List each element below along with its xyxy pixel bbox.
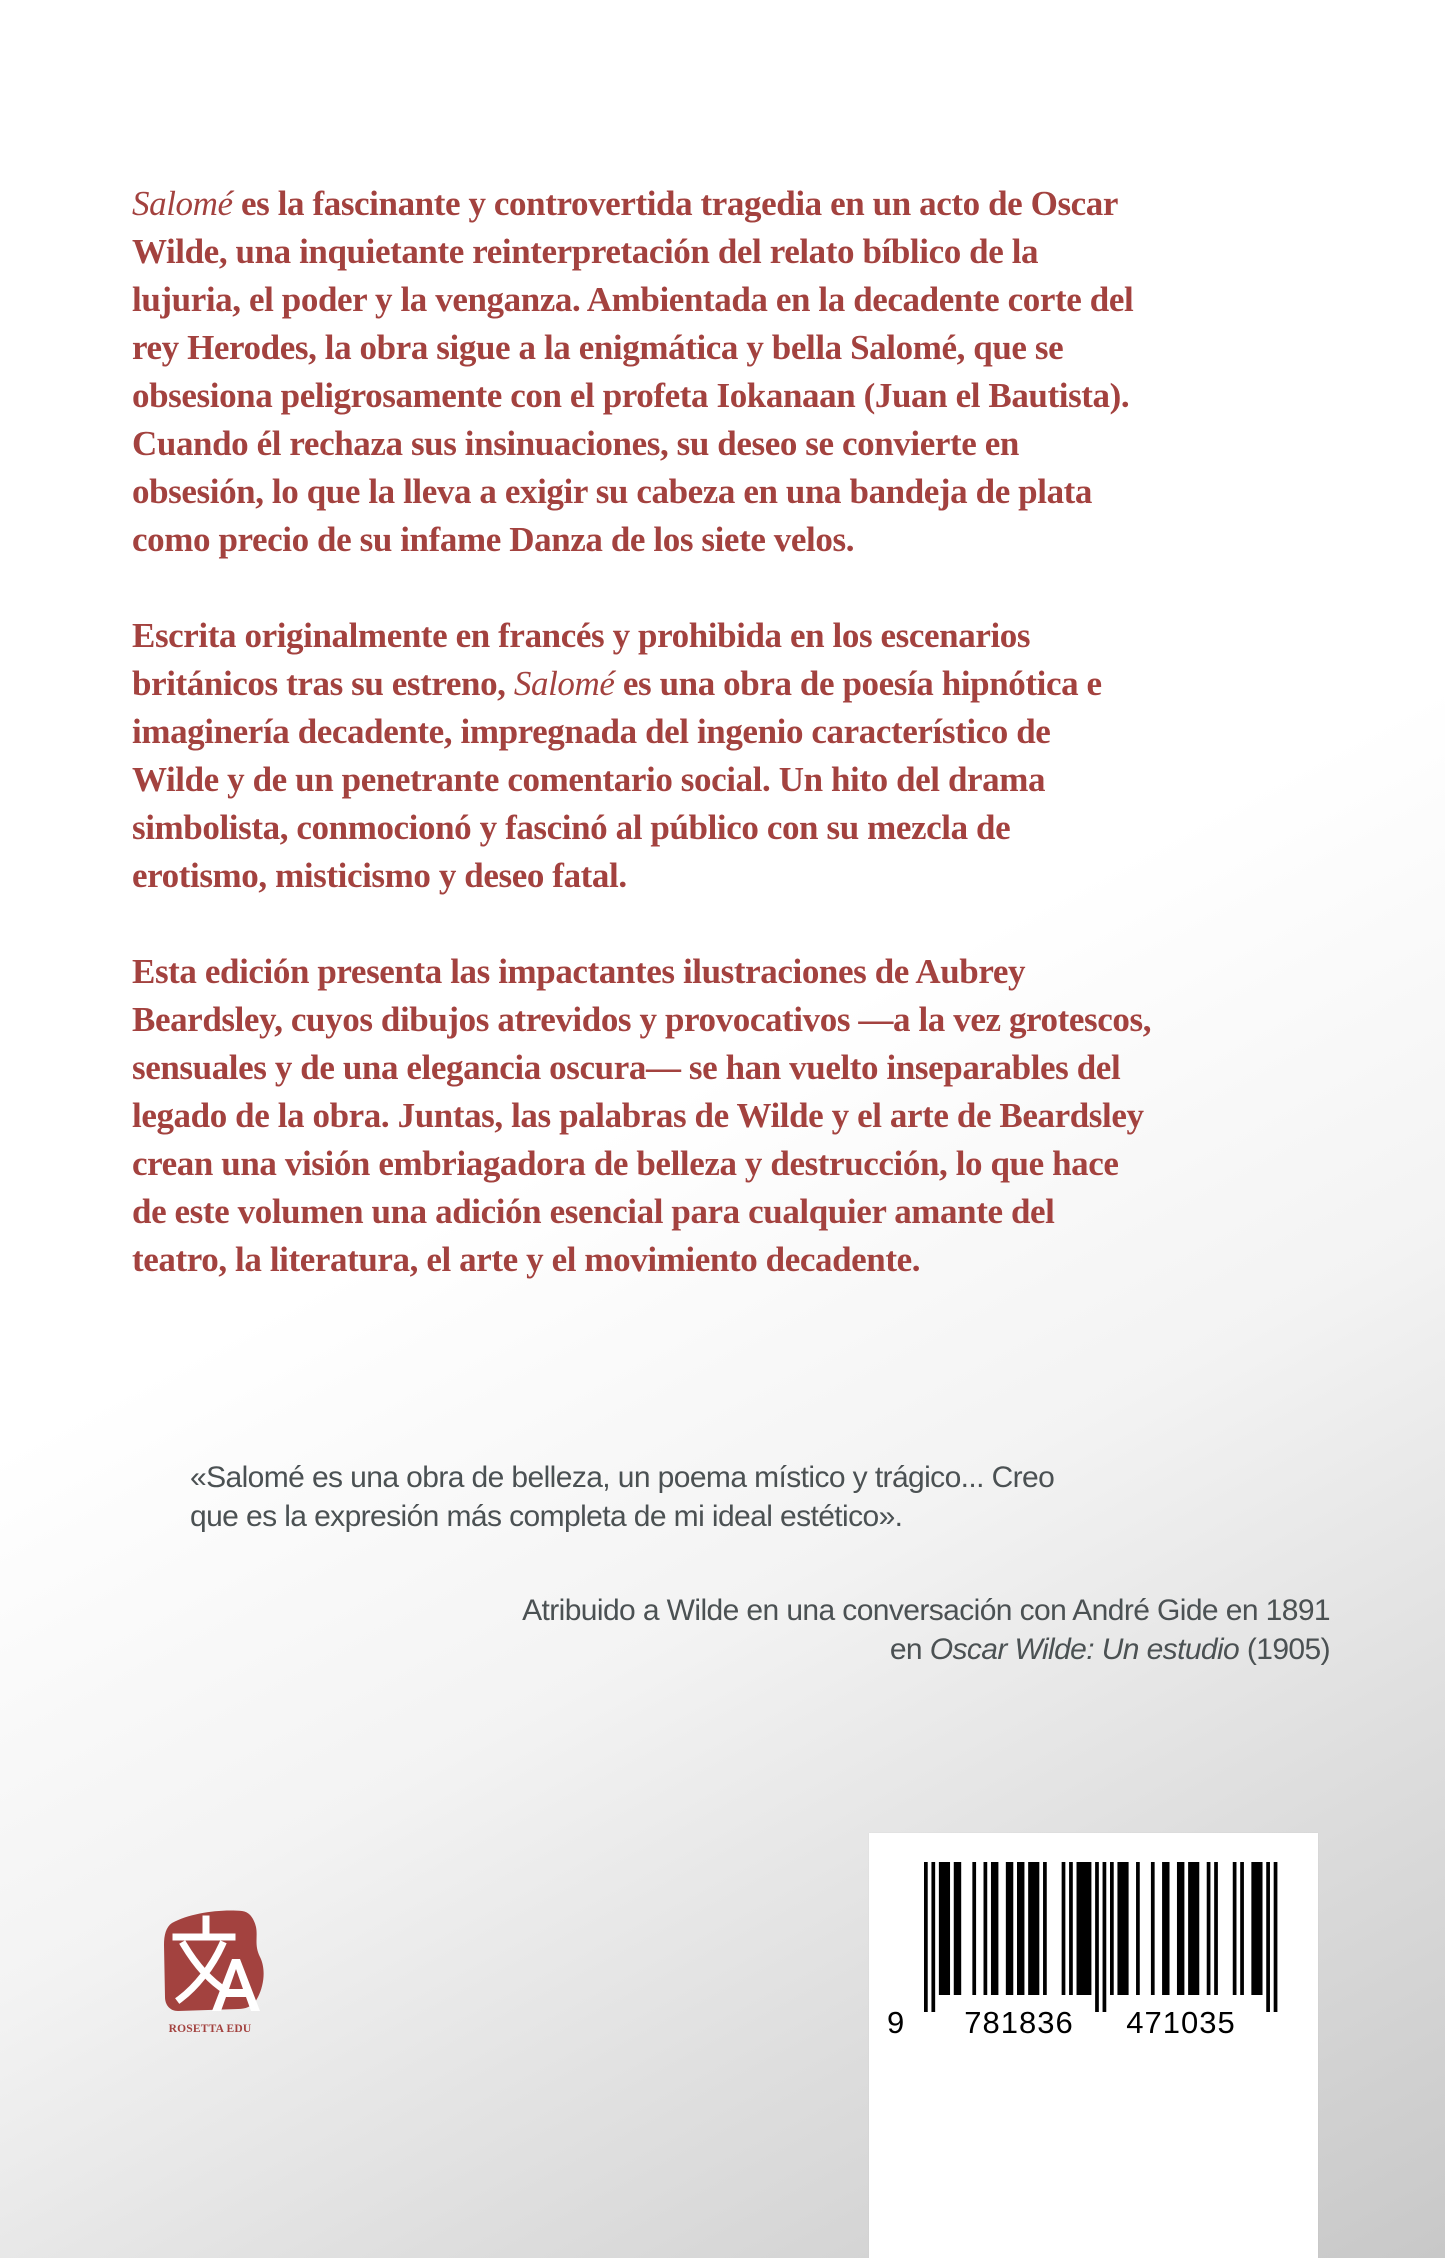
blurb-line: obsesión, lo que la lleva a exigir su cabeza en una bandeja de plata xyxy=(132,472,1093,511)
attribution-text: en xyxy=(889,1633,930,1666)
blurb-line: Wilde, una inquietante reinterpretación del relato bíblico de la xyxy=(132,232,1039,271)
barcode-digits-left: 781836 xyxy=(964,2005,1074,2040)
blurb-line: simbolista, conmocionó y fascinó al público con su mezcla de xyxy=(132,808,1011,847)
attribution-text: (1905) xyxy=(1239,1633,1330,1666)
title-italic: Salomé xyxy=(513,664,615,703)
source-title-italic: Oscar Wilde: Un estudio xyxy=(929,1633,1240,1666)
blurb-line: rey Herodes, la obra sigue a la enigmática y bella Salomé, que se xyxy=(132,328,1064,367)
blurb-line: teatro, la literatura, el arte y el movimiento decadente. xyxy=(132,1240,921,1279)
publisher-name: ROSETTA EDU xyxy=(168,2023,252,2035)
title-italic: Salomé xyxy=(132,184,233,223)
back-cover-blurb xyxy=(132,180,1332,1332)
blurb-line: Cuando él rechaza sus insinuaciones, su deseo se convierte en xyxy=(132,424,1019,463)
blurb-line: Beardsley, cuyos dibujos atrevidos y provocativos —a la vez grotescos, xyxy=(132,1000,1152,1039)
quote-line: «Salomé es una obra de belleza, un poema místico y trágico... Creo xyxy=(190,1461,1055,1494)
blurb-line: obsesiona peligrosamente con el profeta Iokanaan (Juan el Bautista). xyxy=(132,376,1130,415)
blurb-line: legado de la obra. Juntas, las palabras de Wilde y el arte de Beardsley xyxy=(132,1096,1144,1135)
blurb-text: es una obra de poesía hipnótica e xyxy=(614,664,1102,703)
blurb-line: Escrita originalmente en francés y prohibida en los escenarios xyxy=(132,616,1031,655)
blurb-line xyxy=(132,180,1332,228)
barcode-digit-first: 9 xyxy=(887,2005,905,2040)
blurb-line: lujuria, el poder y la venganza. Ambientada en la decadente corte del xyxy=(132,280,1134,319)
publisher-logo xyxy=(150,1905,270,2045)
blurb-text: británicos tras su estreno, xyxy=(132,664,514,703)
pull-quote xyxy=(190,1458,1330,1536)
blurb-line: imaginería decadente, impregnada del ingenio característico de xyxy=(132,712,1051,751)
blurb-paragraph-3 xyxy=(132,948,1332,1284)
blurb-line: de este volumen una adición esencial para cualquier amante del xyxy=(132,1192,1055,1231)
blurb-line: crean una visión embriagadora de belleza y destrucción, lo que hace xyxy=(132,1144,1119,1183)
blurb-line: sensuales y de una elegancia oscura— se han vuelto inseparables del xyxy=(132,1048,1121,1087)
blurb-line: Wilde y de un penetrante comentario social. Un hito del drama xyxy=(132,760,1046,799)
attribution-line xyxy=(230,1630,1330,1669)
quote-attribution xyxy=(230,1591,1330,1669)
isbn-barcode xyxy=(869,1833,1318,2258)
blurb-line: erotismo, misticismo y deseo fatal. xyxy=(132,856,627,895)
blurb-paragraph-1 xyxy=(132,180,1332,564)
blurb-line: Esta edición presenta las impactantes ilustraciones de Aubrey xyxy=(132,952,1026,991)
blurb-line xyxy=(132,660,1332,708)
translate-icon xyxy=(150,1905,270,2020)
blurb-text: es la fascinante y controvertida tragedia en un acto de Oscar xyxy=(232,184,1119,223)
blurb-paragraph-2 xyxy=(132,612,1332,900)
barcode-digits-right: 471035 xyxy=(1126,2005,1236,2040)
barcode-icon xyxy=(869,1833,1318,2073)
quote-line: que es la expresión más completa de mi ideal estético». xyxy=(190,1500,903,1533)
attribution-line: Atribuido a Wilde en una conversación con André Gide en 1891 xyxy=(522,1594,1330,1627)
blurb-line: como precio de su infame Danza de los siete velos. xyxy=(132,520,855,559)
